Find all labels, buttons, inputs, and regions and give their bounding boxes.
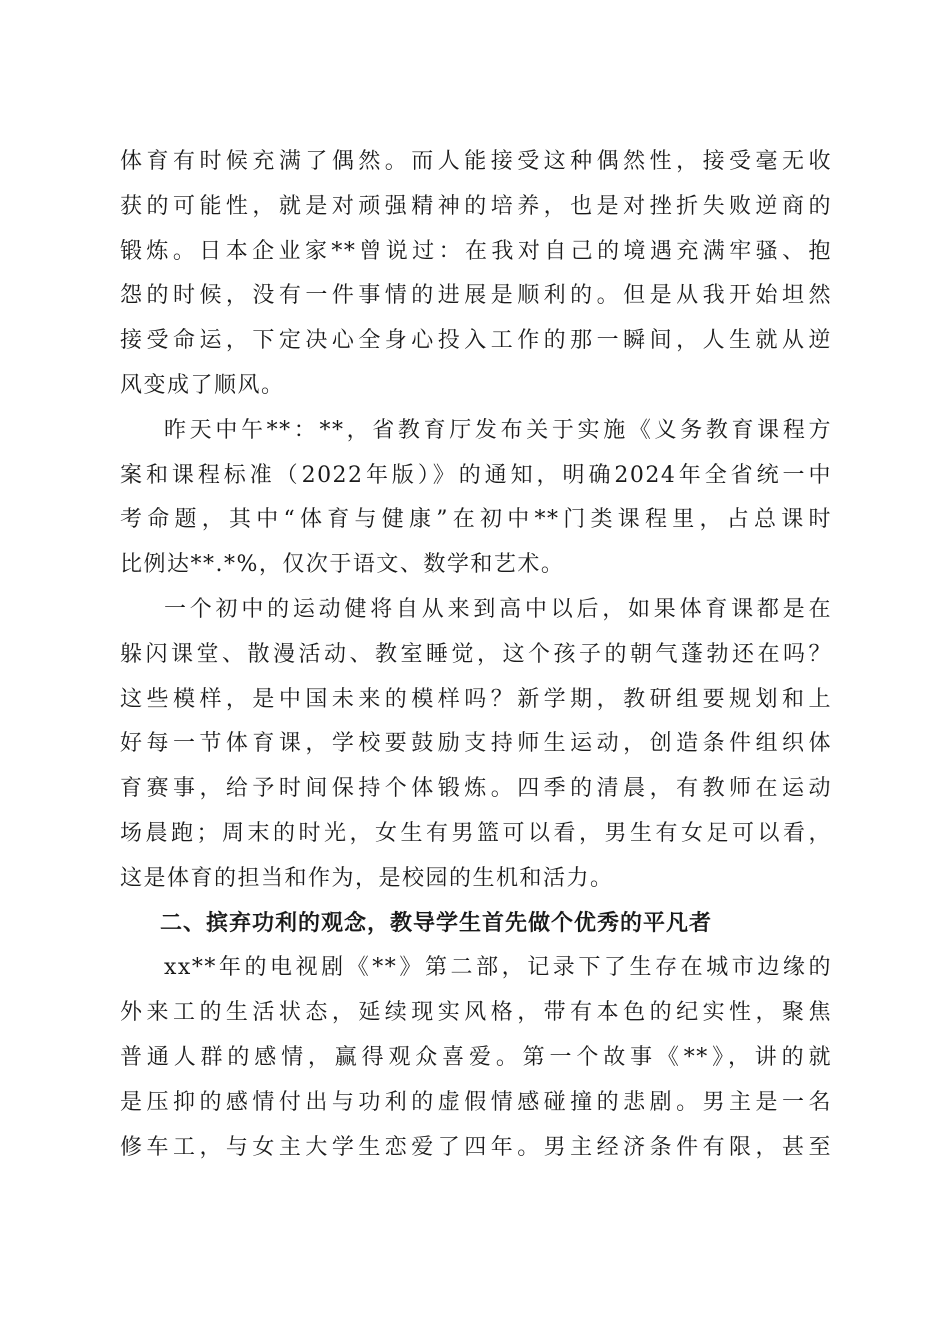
text-line: 体育有时候充满了偶然。而人能接受这种偶然性，接受毫无收 xyxy=(120,149,832,174)
text-line: 是压抑的感情付出与功利的虚假情感碰撞的悲剧。男主是一名 xyxy=(120,1089,832,1115)
text-line: 这是体育的担当和作为，是校园的生机和活力。 xyxy=(120,865,614,891)
paragraph-tv-drama xyxy=(120,946,832,1170)
document-page xyxy=(120,140,832,1170)
text-line: 场晨跑；周末的时光，女生有男篮可以看，男生有女足可以看， xyxy=(120,820,832,846)
text-line: 一个初中的运动健将自从来到高中以后，如果体育课都是在 xyxy=(164,596,832,622)
text-line: 接受命运，下定决心全身心投入工作的那一瞬间，人生就从逆 xyxy=(120,328,832,354)
paragraph-education-notice xyxy=(120,409,832,588)
text-line: 风变成了顺风。 xyxy=(120,372,285,398)
text-line: 考命题，其中“体育与健康”在初中**门类课程里，占总课时 xyxy=(120,507,832,533)
text-line: 育赛事，给予时间保持个体锻炼。四季的清晨，有教师在运动 xyxy=(120,776,832,802)
text-line: 案和课程标准（2022年版）》的通知，明确2024年全省统一中 xyxy=(120,462,832,488)
text-line: 锻炼。日本企业家**曾说过：在我对自己的境遇充满牢骚、抱 xyxy=(120,238,832,264)
paragraph-pe-class xyxy=(120,588,832,902)
paragraph-sports-chance xyxy=(120,140,832,409)
text-line: 比例达**.*%，仅次于语文、数学和艺术。 xyxy=(120,552,565,578)
text-line: xx**年的电视剧《**》第二部，记录下了生存在城市边缘的 xyxy=(164,955,832,981)
text-line: 外来工的生活状态，延续现实风格，带有本色的纪实性，聚焦 xyxy=(120,1000,832,1026)
text-line: 修车工，与女主大学生恋爱了四年。男主经济条件有限，甚至 xyxy=(120,1134,832,1160)
text-line: 昨天中午**：**，省教育厅发布关于实施《义务教育课程方 xyxy=(164,417,832,443)
text-line: 这些模样，是中国未来的模样吗？新学期，教研组要规划和上 xyxy=(120,686,832,712)
text-line: 获的可能性，就是对顽强精神的培养，也是对挫折失败逆商的 xyxy=(120,193,832,219)
text-line: 好每一节体育课，学校要鼓励支持师生运动，创造条件组织体 xyxy=(120,731,832,757)
text-line: 躲闪课堂、散漫活动、教室睡觉，这个孩子的朝气蓬勃还在吗？ xyxy=(120,641,832,667)
section-heading: 二、摈弃功利的观念，教导学生首先做个优秀的平凡者 xyxy=(160,910,713,936)
text-line: 怨的时候，没有一件事情的进展是顺利的。但是从我开始坦然 xyxy=(120,283,832,309)
text-line: 普通人群的感情，赢得观众喜爱。第一个故事《**》，讲的就 xyxy=(120,1044,832,1070)
